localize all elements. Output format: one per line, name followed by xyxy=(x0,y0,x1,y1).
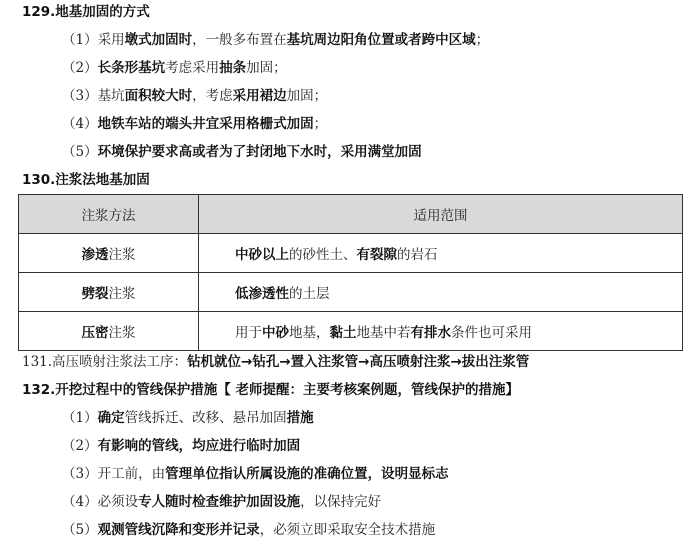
scope-cell: 低渗透性的土层 xyxy=(199,273,683,312)
list-item: （5）环境保护要求高或者为了封闭地下水时，采用满堂加固 xyxy=(62,144,422,160)
list-item: （4）地铁车站的端头井宜采用格栅式加固； xyxy=(62,116,328,132)
scope-cell: 中砂以上的砂性土、有裂隙的岩石 xyxy=(199,234,683,273)
list-item: （3）基坑面积较大时，考虑采用裙边加固； xyxy=(62,88,328,104)
header-method: 注浆方法 xyxy=(19,195,199,234)
table-header-row xyxy=(19,195,683,234)
section-131-process: 131.高压喷射注浆法工序：钻机就位→钻孔→置入注浆管→高压喷射注浆→拔出注浆管 xyxy=(22,354,530,370)
table-row xyxy=(19,312,683,351)
method-cell: 渗透注浆 xyxy=(19,234,199,273)
section-129-title: 129.地基加固的方式 xyxy=(22,4,150,20)
section-132-title: 132.开挖过程中的管线保护措施【 老师提醒：主要考核案例题，管线保护的措施】 xyxy=(22,382,520,398)
header-scope: 适用范围 xyxy=(199,195,683,234)
method-cell: 劈裂注浆 xyxy=(19,273,199,312)
list-item: （2）有影响的管线，均应进行临时加固 xyxy=(62,438,301,454)
list-item: （1）采用墩式加固时，一般多布置在基坑周边阳角位置或者跨中区域； xyxy=(62,32,490,48)
list-item: （2）长条形基坑考虑采用抽条加固； xyxy=(62,60,287,76)
section-130-title: 130.注浆法地基加固 xyxy=(22,172,150,188)
table-row xyxy=(19,234,683,273)
list-item: （5）观测管线沉降和变形并记录，必须立即采取安全技术措施 xyxy=(62,522,436,538)
list-item: （1）确定管线拆迁、改移、悬吊加固措施 xyxy=(62,410,314,426)
scope-cell: 用于中砂地基，黏土地基中若有排水条件也可采用 xyxy=(199,312,683,351)
list-item: （4）必须设专人随时检查维护加固设施，以保持完好 xyxy=(62,494,382,510)
method-cell: 压密注浆 xyxy=(19,312,199,351)
grouting-methods-table xyxy=(18,194,683,351)
list-item: （3）开工前，由管理单位指认所属设施的准确位置，设明显标志 xyxy=(62,466,449,482)
table-row xyxy=(19,273,683,312)
